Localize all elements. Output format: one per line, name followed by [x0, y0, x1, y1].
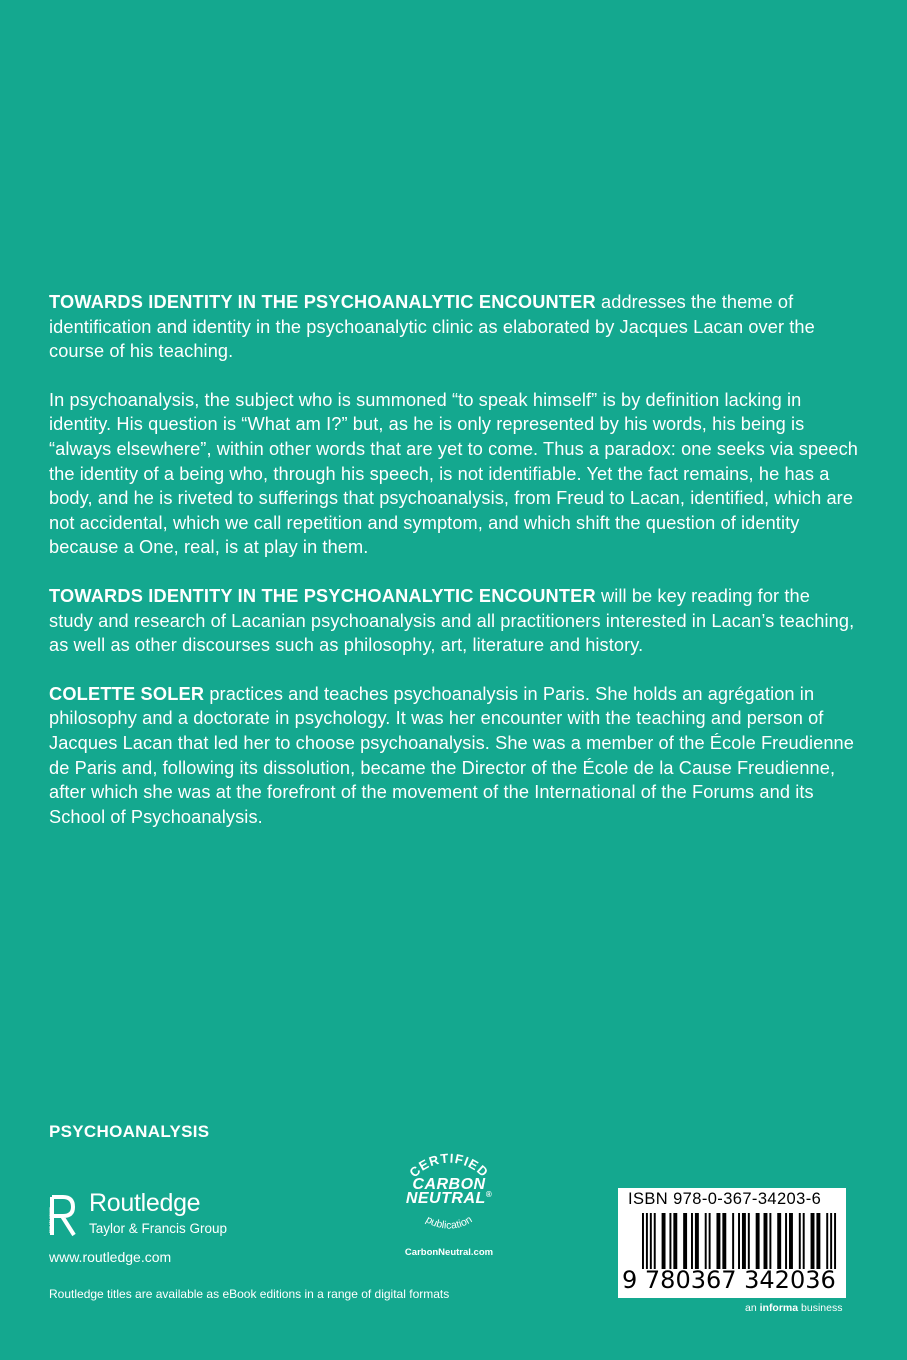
blurb-text: In psychoanalysis, the subject who is summoned “to speak himself” is by definition lacking in identity. His question is “What am I?” but, as he is only represented by his words, his being is “always elsewhere”, within other words that are yet to come. Thus a paradox: one seeks via speech the identity of a being who, through his speech, is not identifiable. Yet the fact remains, he has a body, and he is riveted to sufferings that psychoanalysis, from Freud to Lacan, identified, which are not accidental, which we call repetition and symptom, and which shift the question of identity because a One, real, is at play in them. [49, 389, 859, 558]
barcode-bar [716, 1213, 720, 1269]
barcode-bar [695, 1213, 699, 1269]
barcode-bar [669, 1213, 671, 1269]
publisher-name: Routledge [89, 1189, 201, 1217]
barcode-bars [642, 1213, 838, 1269]
certified-label: CERTIFIED [406, 1150, 492, 1181]
author-bio-text: practices and teaches psychoanalysis in Paris. She holds an agrégation in philosophy and a doctorate in psychology. It was her encounter with the teaching and person of Jacques Lacan that led her to choose psychoanalysis. She was a member of the École Freudienne de Paris and, following its dissolution, became the Director of the École de la Cause Freudienne, after which she was at the forefront of the movement of the International of the Forums and its School of Psychoanalysis. [49, 683, 854, 827]
barcode-bar [748, 1213, 750, 1269]
publisher-logo [48, 1189, 239, 1243]
author-name: COLETTE SOLER [49, 683, 205, 704]
publication-arc [393, 1210, 505, 1236]
barcode-bar [705, 1213, 707, 1269]
barcode-bar [673, 1213, 677, 1269]
barcode-bar [646, 1213, 648, 1269]
neutral-text: NEUTRAL [405, 1190, 486, 1207]
barcode-bar [722, 1213, 726, 1269]
barcode-bar [769, 1213, 771, 1269]
barcode-bar [691, 1213, 693, 1269]
carbon-label: CARBON [412, 1176, 486, 1193]
barcode-bar [738, 1213, 740, 1269]
barcode-bar [709, 1213, 711, 1269]
author-bio [49, 682, 859, 830]
ebook-footnote: Routledge titles are available as eBook editions in a range of digital formats [49, 1287, 450, 1301]
barcode-bar [650, 1213, 652, 1269]
isbn-barcode [618, 1188, 846, 1298]
barcode-bar [799, 1213, 801, 1269]
logo-side-text: ROUTLEDGE [48, 1206, 53, 1233]
blurb-text: will be key reading for the study and research of Lacanian psychoanalysis and all practitioners interested in Lacan’s teaching, as well as other discourses such as philosophy, art, literature and history. [49, 585, 855, 656]
barcode-bar [683, 1213, 687, 1269]
informa-brand: informa [759, 1302, 799, 1314]
barcode-bar [742, 1213, 746, 1269]
routledge-r-logo-icon [49, 1193, 79, 1239]
back-cover-blurb [49, 290, 859, 853]
isbn-label: ISBN 978-0-367-34203-6 [628, 1190, 822, 1208]
barcode-bar [785, 1213, 787, 1269]
barcode-bar [803, 1213, 805, 1269]
isbn-digits: 9 780367 342036 [622, 1266, 836, 1294]
barcode-bar [811, 1213, 815, 1269]
barcode-bar [654, 1213, 656, 1269]
blurb-paragraph-1 [49, 290, 859, 364]
barcode-bar [826, 1213, 828, 1269]
barcode-bar [789, 1213, 793, 1269]
registered-mark: ® [485, 1190, 493, 1199]
barcode-bar [777, 1213, 781, 1269]
publication-label: publication [423, 1213, 475, 1232]
barcode-bar [764, 1213, 768, 1269]
subject-category: PSYCHOANALYSIS [49, 1122, 210, 1141]
book-title-emphasis: TOWARDS IDENTITY IN THE PSYCHOANALYTIC ENCOUNTER [49, 585, 596, 606]
book-title-emphasis: TOWARDS IDENTITY IN THE PSYCHOANALYTIC ENCOUNTER [49, 292, 596, 312]
barcode-bar [816, 1213, 820, 1269]
barcode-bar [834, 1213, 836, 1269]
publisher-url: www.routledge.com [49, 1249, 172, 1265]
svg-text:publication [424, 1214, 475, 1232]
barcode-bar [756, 1213, 760, 1269]
informa-suffix: business [798, 1302, 843, 1314]
informa-prefix: an [745, 1302, 760, 1314]
blurb-paragraph-2 [49, 388, 859, 560]
carbon-url: CarbonNeutral.com [404, 1247, 494, 1258]
informa-tagline [745, 1302, 842, 1314]
blurb-text: addresses the theme of identification and identity in the psychoanalytic clinic as elaborated by Jacques Lacan over the course of his teaching. [49, 292, 815, 362]
barcode-bar [732, 1213, 734, 1269]
blurb-paragraph-3 [49, 584, 859, 658]
barcode-bar [830, 1213, 832, 1269]
barcode-bar [662, 1213, 666, 1269]
publisher-subtitle: Taylor & Francis Group [89, 1221, 228, 1236]
barcode-bar [642, 1213, 644, 1269]
carbon-neutral-badge [393, 1148, 505, 1266]
neutral-label [393, 1190, 505, 1208]
